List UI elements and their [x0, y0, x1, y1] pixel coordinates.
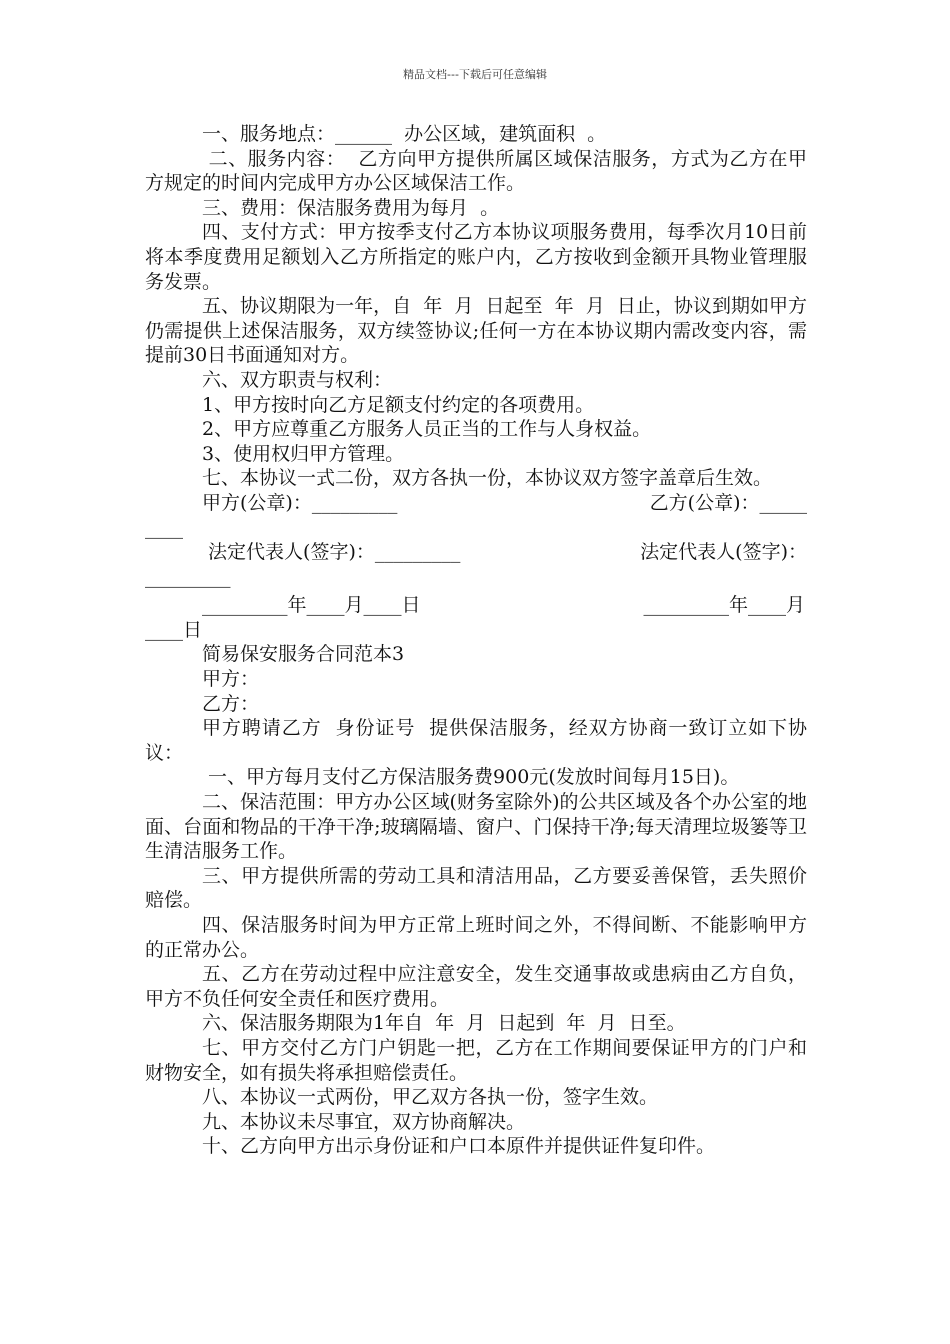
clause-service-content: 二、服务内容： 乙方向甲方提供所属区域保洁服务，方式为乙方在甲方规定的时间内完成甲方办公区域保洁工作。: [145, 147, 807, 195]
clause-term: 五、协议期限为一年，自 年 月 日起至 年 月 日止，协议到期如甲方仍需提供上述保洁服务，双方续签协议;任何一方在本协议期内需改变内容，需提前30日书面通知对方。: [145, 295, 807, 367]
representative-row: [145, 540, 807, 565]
party-b-date-continued: ____日: [145, 618, 203, 641]
clause-fee: 三、费用：保洁服务费用为每月 。: [202, 196, 500, 219]
clause-service-location: 一、服务地点：______ 办公区域，建筑面积 。: [202, 123, 607, 145]
duty-item-3: 3、使用权归甲方管理。: [202, 442, 405, 465]
clause-2: 二、保洁范围：甲方办公区域(财务室除外)的公共区域及各个办公室的地面、台面和物品的干净干净;玻璃隔墙、窗户、门保持干净;每天清理垃圾篓等卫生清洁服务工作。: [145, 791, 807, 863]
party-b-representative: 法定代表人(签字)：: [640, 541, 807, 564]
clause-3: 三、甲方提供所需的劳动工具和清洁用品，乙方要妥善保管，丢失照价赔偿。: [145, 864, 807, 912]
clause-1: 一、甲方每月支付乙方保洁服务费900元(发放时间每月15日)。: [202, 766, 740, 789]
party-b-label: 乙方：: [202, 692, 260, 715]
clause-duties-heading: 六、双方职责与权利：: [202, 368, 393, 391]
clause-8: 八、本协议一式两份，甲乙双方各执一份，签字生效。: [202, 1086, 659, 1109]
party-b-seal: 乙方(公章)：_____: [649, 491, 807, 514]
party-b-representative-line: _________: [145, 565, 231, 588]
clause-10: 十、乙方向甲方出示身份证和户口本原件并提供证件复印件。: [202, 1135, 716, 1158]
page-header: 精品文档---下载后可任意编辑: [403, 68, 547, 81]
clause-5: 五、乙方在劳动过程中应注意安全，发生交通事故或患病由乙方自负，甲方不负任何安全责任和医疗费用。: [145, 963, 807, 1010]
contract-intro: 甲方聘请乙方 身份证号 提供保洁服务，经双方协商一致订立如下协议：: [145, 717, 807, 764]
party-a-representative: 法定代表人(签字)：_________: [202, 541, 461, 564]
party-b-seal-continued: ____: [145, 516, 183, 539]
clause-6: 六、保洁服务期限为1年自 年 月 日起到 年 月 日至。: [202, 1012, 686, 1035]
clause-9: 九、本协议未尽事宜，双方协商解决。: [202, 1110, 526, 1133]
party-b-date: _________年____月: [643, 594, 805, 617]
document-body: [145, 122, 807, 1159]
duty-item-2: 2、甲方应尊重乙方服务人员正当的工作与人身权益。: [202, 418, 652, 441]
party-a-date: _________年____月____日: [202, 594, 421, 617]
party-a-seal: 甲方(公章)：_________: [202, 491, 398, 514]
clause-copies: 七、本协议一式二份，双方各执一份，本协议双方签字盖章后生效。: [202, 467, 773, 490]
contract-title: 简易保安服务合同范本3: [202, 643, 405, 666]
date-row: [145, 593, 807, 618]
seal-row: [145, 491, 807, 516]
clause-payment: 四、支付方式：甲方按季支付乙方本协议项服务费用，每季次月10日前将本季度费用足额划入乙方所指定的账户内，乙方按收到金额开具物业管理服务发票。: [145, 221, 807, 293]
party-a-label: 甲方：: [202, 668, 260, 691]
clause-4: 四、保洁服务时间为甲方正常上班时间之外，不得间断、不能影响甲方的正常办公。: [145, 914, 807, 961]
clause-7: 七、甲方交付乙方门户钥匙一把，乙方在工作期间要保证甲方的门户和财物安全，如有损失将承担赔偿责任。: [145, 1036, 807, 1084]
duty-item-1: 1、甲方按时向乙方足额支付约定的各项费用。: [202, 393, 595, 416]
